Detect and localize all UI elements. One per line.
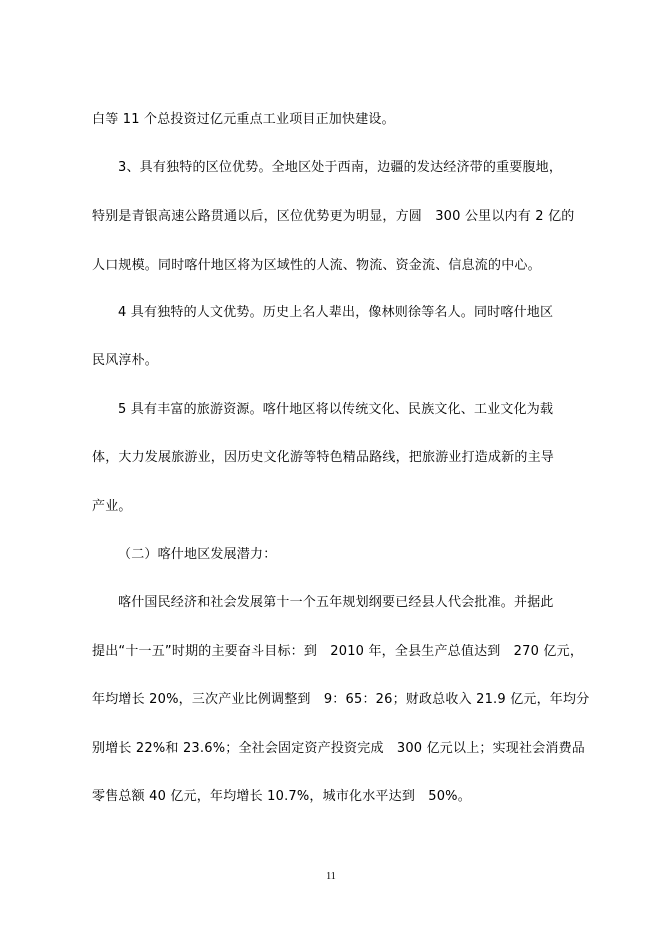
paragraph-line: 体，大力发展旅游业，因历史文化游等特色精品路线，把旅游业打造成新的主导 xyxy=(92,450,555,465)
paragraph-line: 喀什国民经济和社会发展第十一个五年规划纲要已经县人代会批准。并据此 xyxy=(118,595,554,610)
paragraph-line: 提出“十一五”时期的主要奋斗目标：到 2010 年，全县生产总值达到 270 亿元， xyxy=(92,644,584,659)
paragraph-line: 人口规模。同时喀什地区将为区域性的人流、物流、资金流、信息流的中心。 xyxy=(92,258,541,273)
paragraph-line: 5 具有丰富的旅游资源。喀什地区将以传统文化、民族文化、工业文化为载 xyxy=(118,402,554,417)
paragraph-line: 民风淳朴。 xyxy=(92,353,159,368)
paragraph-line: 产业。 xyxy=(92,499,132,514)
paragraph-line: 3、具有独特的区位优势。全地区处于西南，边疆的发达经济带的重要腹地， xyxy=(118,160,563,175)
paragraph-line: 零售总额 40 亿元，年均增长 10.7%，城市化水平达到 50%。 xyxy=(92,789,471,804)
paragraph-line: 特别是青银高速公路贯通以后，区位优势更为明显，方圆 300 公里以内有 2 亿的 xyxy=(92,209,575,224)
page-number: 11 xyxy=(326,871,336,882)
paragraph-line: 白等 11 个总投资过亿元重点工业项目正加快建设。 xyxy=(92,112,395,127)
section-heading: （二）喀什地区发展潜力： xyxy=(118,547,277,562)
paragraph-line: 别增长 22%和 23.6%；全社会固定资产投资完成 300 亿元以上；实现社会消费品 xyxy=(92,741,586,756)
paragraph-line: 4 具有独特的人文优势。历史上名人辈出，像林则徐等名人。同时喀什地区 xyxy=(118,305,554,320)
paragraph-line: 年均增长 20%，三次产业比例调整到 9：65：26；财政总收入 21.9 亿元，年均分 xyxy=(92,692,590,707)
